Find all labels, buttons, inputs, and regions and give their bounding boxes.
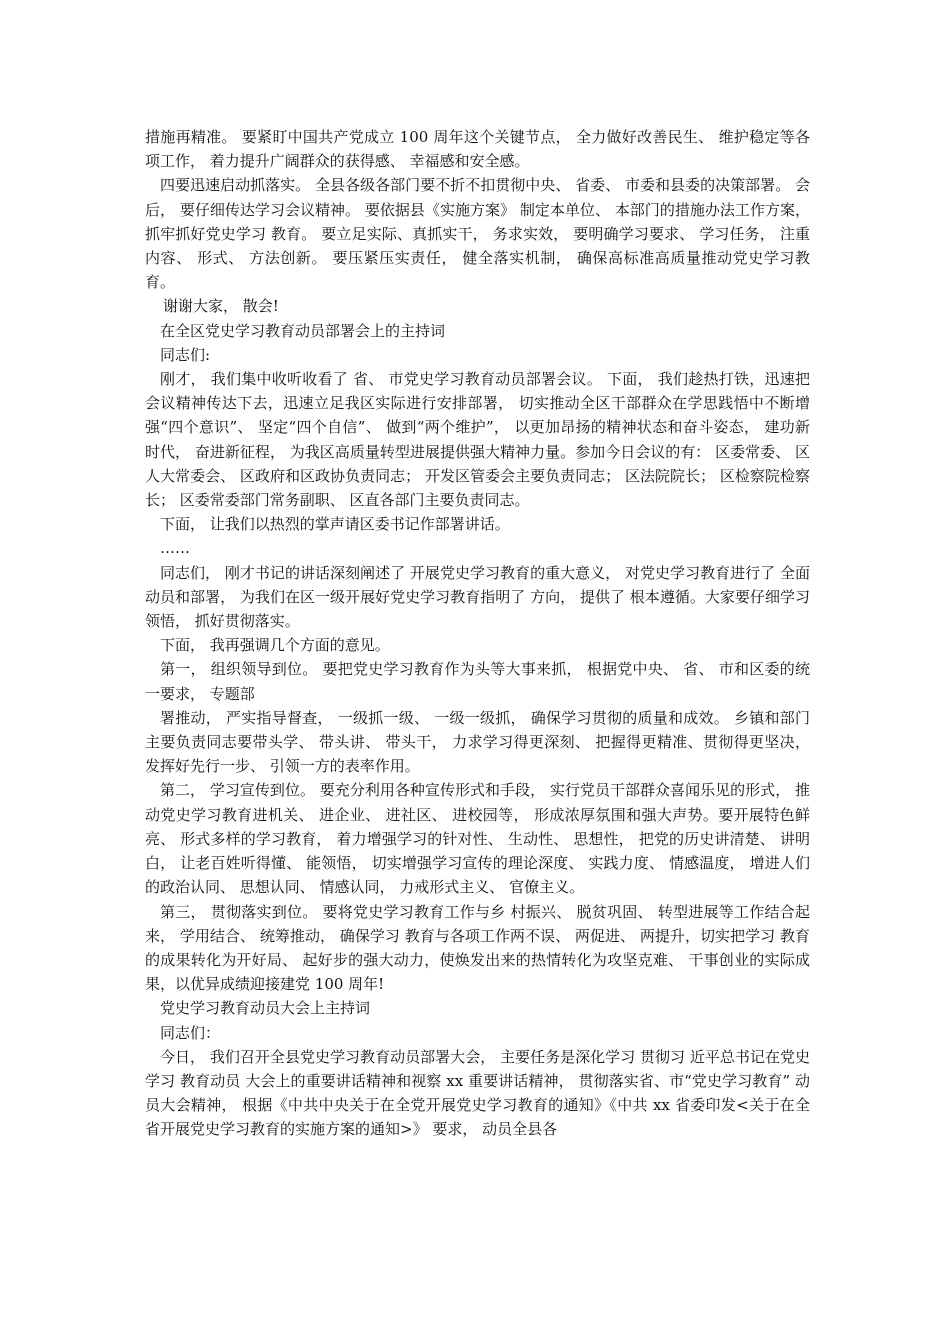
- paragraph: 谢谢大家， 散会!: [163, 297, 279, 316]
- paragraph: 署推动， 严实指导督查， 一级抓一级、 一级一级抓， 确保学习贯彻的质量和成效。 乡镇和部门主要负责同志要带头学、 带头讲、 带头干， 力求学习得更深刻、 把握得更精准、贯彻得更坚决， 发挥好先行一步、 引领一方的表率作用。: [145, 708, 810, 776]
- section-heading: 党史学习教育动员大会上主持词: [160, 999, 371, 1018]
- salutation: 同志们：: [160, 1023, 221, 1042]
- paragraph: 第一， 组织领导到位。 要把党史学习教育作为头等大事来抓， 根据党中央、 省、 市和区委的统一要求， 专题部: [145, 660, 810, 703]
- section-heading: 在全区党史学习教育动员部署会上的主持词: [160, 321, 446, 340]
- paragraph: 今日， 我们召开全县党史学习教育动员部署大会， 主要任务是深化学习 贯彻习 近平总书记在党史学习 教育动员 大会上的重要讲话精神和视察 xx 重要讲话精神， 贯彻落实省、市“党史学习教育” 动员大会精神， 根据《中共中央关于在全党开展党史学习教育的通知》《中共 xx 省委印发<关于在全省开展党史学习教育的实施方案的通知>》 要求， 动员全县各: [145, 1047, 810, 1139]
- paragraph: 四要迅速启动抓落实。 全县各级各部门要不折不扣贯彻中央、 省委、 市委和县委的决策部署。 会后， 要仔细传达学习会议精神。 要依据县《实施方案》 制定本单位、 本部门的措施办法工作方案， 抓牢抓好党史学习 教育。 要立足实际、真抓实干， 务求实效， 要明确学习要求、 学习任务， 注重内容、 形式、 方法创新。 要压紧压实责任， 健全落实机制， 确保高标准高质量推动党史学习教育。: [145, 176, 810, 292]
- salutation: 同志们:: [160, 345, 211, 364]
- paragraph: 刚才， 我们集中收听收看了 省、 市党史学习教育动员部署会议。 下面， 我们趁热打铁，迅速把会议精神传达下去，迅速立足我区实际进行安排部署， 切实推动全区干部群众在学思践悟中不断增强“四个意识”、 坚定“四个自信”、 做到“两个维护”， 以更加昂扬的精神状态和奋斗姿态， 建功新时代， 奋进新征程， 为我区高质量转型进展提供强大精神力量。参加今日会议的有： 区委常委、 区人大常委会、 区政府和区政协负责同志； 开发区管委会主要负责同志； 区法院院长； 区检察院检察长； 区委常委部门常务副职、 区直各部门主要负责同志。: [145, 370, 810, 510]
- paragraph: 同志们， 刚才书记的讲话深刻阐述了 开展党史学习教育的重大意义， 对党史学习教育进行了 全面动员和部署， 为我们在区一级开展好党史学习教育指明了 方向， 提供了 根本遵循。大家要仔细学习领悟， 抓好贯彻落实。: [145, 563, 810, 631]
- paragraph: 第三， 贯彻落实到位。 要将党史学习教育工作与乡 村振兴、 脱贫巩固、 转型进展等工作结合起来， 学用结合、 统筹推动， 确保学习 教育与各项工作两不误、 两促进、 两提升，切实把学习 教育的成果转化为开好局、 起好步的强大动力，使焕发出来的热情转化为攻坚克难、 干事创业的实际成果，以优异成绩迎接建党 100 周年!: [145, 902, 810, 994]
- paragraph: 措施再精准。 要紧盯中国共产党成立 100 周年这个关键节点， 全力做好改善民生、 维护稳定等各项工作， 着力提升广阔群众的获得感、 幸福感和安全感。: [145, 128, 810, 171]
- paragraph: 第二， 学习宣传到位。 要充分利用各种宣传形式和手段， 实行党员干部群众喜闻乐见的形式， 推动党史学习教育进机关、 进企业、 进社区、 进校园等， 形成浓厚氛围和强大声势。要开展特色鲜亮、 形式多样的学习教育， 着力增强学习的针对性、 生动性、 思想性， 把党的历史讲清楚、 讲明白， 让老百姓听得懂、 能领悟， 切实增强学习宣传的理论深度、 实践力度、 情感温度， 增进人们的政治认同、 思想认同、 情感认同， 力戒形式主义、 官僚主义。: [145, 781, 810, 897]
- ellipsis: ……: [160, 539, 190, 558]
- document-body: [145, 125, 810, 1142]
- paragraph: 下面， 让我们以热烈的掌声请区委书记作部署讲话。: [160, 515, 510, 534]
- paragraph: 下面， 我再强调几个方面的意见。: [160, 636, 390, 655]
